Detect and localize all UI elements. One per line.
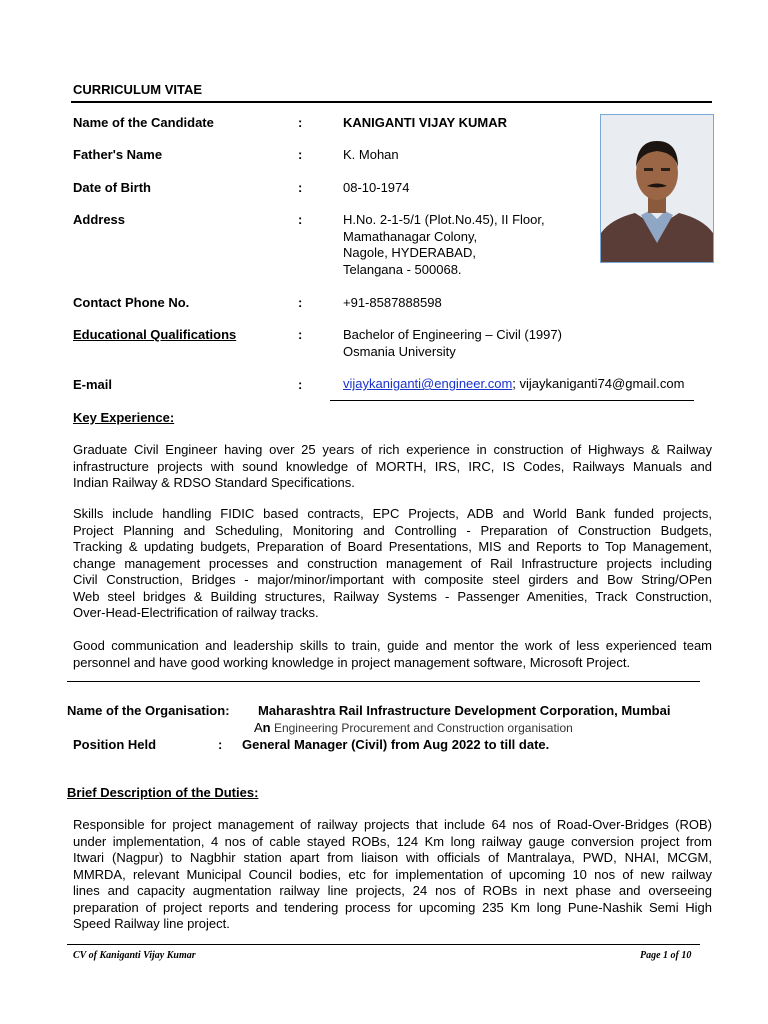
position-value: General Manager (Civil) from Aug 2022 to till date.	[242, 737, 550, 752]
paragraph-line: Project Planning and Scheduling, Monitoring and Controlling - Preparation of Construction Budgets,	[73, 522, 712, 538]
education-line-1: Bachelor of Engineering – Civil (1997)	[343, 327, 562, 342]
experience-paragraph-1	[73, 442, 712, 492]
experience-paragraph-2	[73, 506, 712, 622]
value-email	[343, 376, 684, 393]
colon-phone: :	[298, 295, 303, 310]
value-education	[343, 327, 562, 360]
title-rule	[71, 101, 712, 103]
colon-father: :	[298, 147, 303, 162]
address-line-2: Mamathanagar Colony,	[343, 228, 478, 244]
value-father: K. Mohan	[343, 147, 399, 162]
value-address	[343, 212, 545, 278]
label-father: Father's Name	[73, 147, 163, 162]
subtitle-a: A	[254, 720, 263, 735]
address-line-1: H.No. 2-1-5/1 (Plot.No.45), II Floor,	[343, 212, 545, 227]
paragraph-line: Tracking & updating budgets, Preparation of Board Presentations, MIS and Reports to Top Management,	[73, 539, 712, 554]
candidate-photo	[600, 114, 714, 263]
paragraph-line: lines and capacity augmentation railway line projects, 24 nos of ROBs in next phase and overseeing	[73, 883, 712, 898]
email-link[interactable]: vijaykaniganti@engineer.com	[343, 376, 513, 391]
label-phone: Contact Phone No.	[73, 295, 190, 310]
label-email: E-mail	[73, 377, 113, 392]
paragraph-line: Civil Construction, Bridges - major/minor/important with composite steel girders and Bow String/OPen	[73, 572, 712, 587]
email-secondary: ; vijaykaniganti74@gmail.com	[512, 376, 685, 391]
paragraph-line: Indian Railway & RDSO Standard Specifications.	[73, 475, 355, 490]
position-label: Position Held	[73, 737, 157, 752]
colon-name: :	[298, 115, 303, 130]
paragraph-line: infrastructure projects with sound knowledge of MORTH, IRS, IRC, IS Codes, Railways Manuals and	[73, 458, 712, 474]
document-title: CURRICULUM VITAE	[73, 82, 203, 97]
label-address: Address	[73, 212, 126, 227]
subtitle-rest: Engineering Procurement and Construction organisation	[270, 721, 573, 735]
paragraph-line: Itwari (Nagpur) to Nagbhir station apart from liaison with officials of Mantralaya, PWD, NHAI, MCGM,	[73, 850, 712, 865]
paragraph-line: Over-Head-Electrification of railway tracks.	[73, 605, 319, 620]
organisation-label: Name of the Organisation:	[67, 703, 230, 718]
duties-heading: Brief Description of the Duties:	[67, 785, 259, 800]
paragraph-line: change management processes and construction management of Rail Infrastructure projects including	[73, 555, 712, 571]
colon-address: :	[298, 212, 303, 227]
experience-paragraph-3	[73, 638, 712, 671]
paragraph-line: under implementation, 4 nos of cable stayed ROBs, 124 Km long railway gauge conversion project from	[73, 833, 712, 849]
portrait-icon	[601, 115, 713, 262]
paragraph-line: MMRDA, relevant Municipal Council bodies, etc for implementation of upcoming 10 nos of new railway	[73, 866, 712, 882]
colon-dob: :	[298, 180, 303, 195]
paragraph-line: Speed Railway line project.	[73, 916, 230, 931]
paragraph-line: Web steel bridges & Building structures, Railway Systems - Passenger Amenities, Track Construction,	[73, 588, 712, 604]
key-experience-heading: Key Experience:	[73, 410, 175, 425]
label-education: Educational Qualifications	[73, 327, 237, 342]
organisation-subtitle	[254, 720, 573, 736]
paragraph-line: Graduate Civil Engineer having over 25 years of rich experience in construction of Highways & Railway	[73, 442, 712, 457]
paragraph-line: Skills include handling FIDIC based contracts, EPC Projects, ADB and World Bank funded projects,	[73, 506, 712, 521]
paragraph-line: preparation of project reports and tendering process for upcoming 235 Km long Pune-Nashik Semi High	[73, 899, 712, 915]
value-phone: +91-8587888598	[343, 295, 442, 310]
label-dob: Date of Birth	[73, 180, 151, 195]
email-rule	[330, 400, 694, 401]
address-line-3: Nagole, HYDERABAD,	[343, 245, 476, 260]
position-colon: :	[218, 737, 223, 752]
footer-rule	[67, 944, 700, 945]
subtitle-n: n	[262, 720, 271, 735]
address-line-4: Telangana - 500068.	[343, 261, 462, 277]
colon-education: :	[298, 327, 303, 342]
paragraph-line: Good communication and leadership skills to train, guide and mentor the work of less experienced team	[73, 638, 712, 653]
value-name: KANIGANTI VIJAY KUMAR	[343, 115, 507, 130]
paragraph-line: Responsible for project management of railway projects that include 64 nos of Road-Over-Bridges (ROB)	[73, 817, 712, 832]
duties-paragraph	[73, 817, 712, 933]
label-name: Name of the Candidate	[73, 115, 214, 130]
colon-email: :	[298, 377, 303, 392]
footer-page-number: Page 1 of 10	[640, 950, 692, 961]
paragraph-line: personnel and have good working knowledge in project management software, Microsoft Project.	[73, 654, 631, 670]
section-rule	[67, 681, 700, 682]
value-dob: 08-10-1974	[343, 180, 410, 195]
organisation-name: Maharashtra Rail Infrastructure Development Corporation, Mumbai	[258, 703, 671, 718]
education-line-2: Osmania University	[343, 343, 456, 359]
footer-left: CV of Kaniganti Vijay Kumar	[73, 950, 196, 961]
